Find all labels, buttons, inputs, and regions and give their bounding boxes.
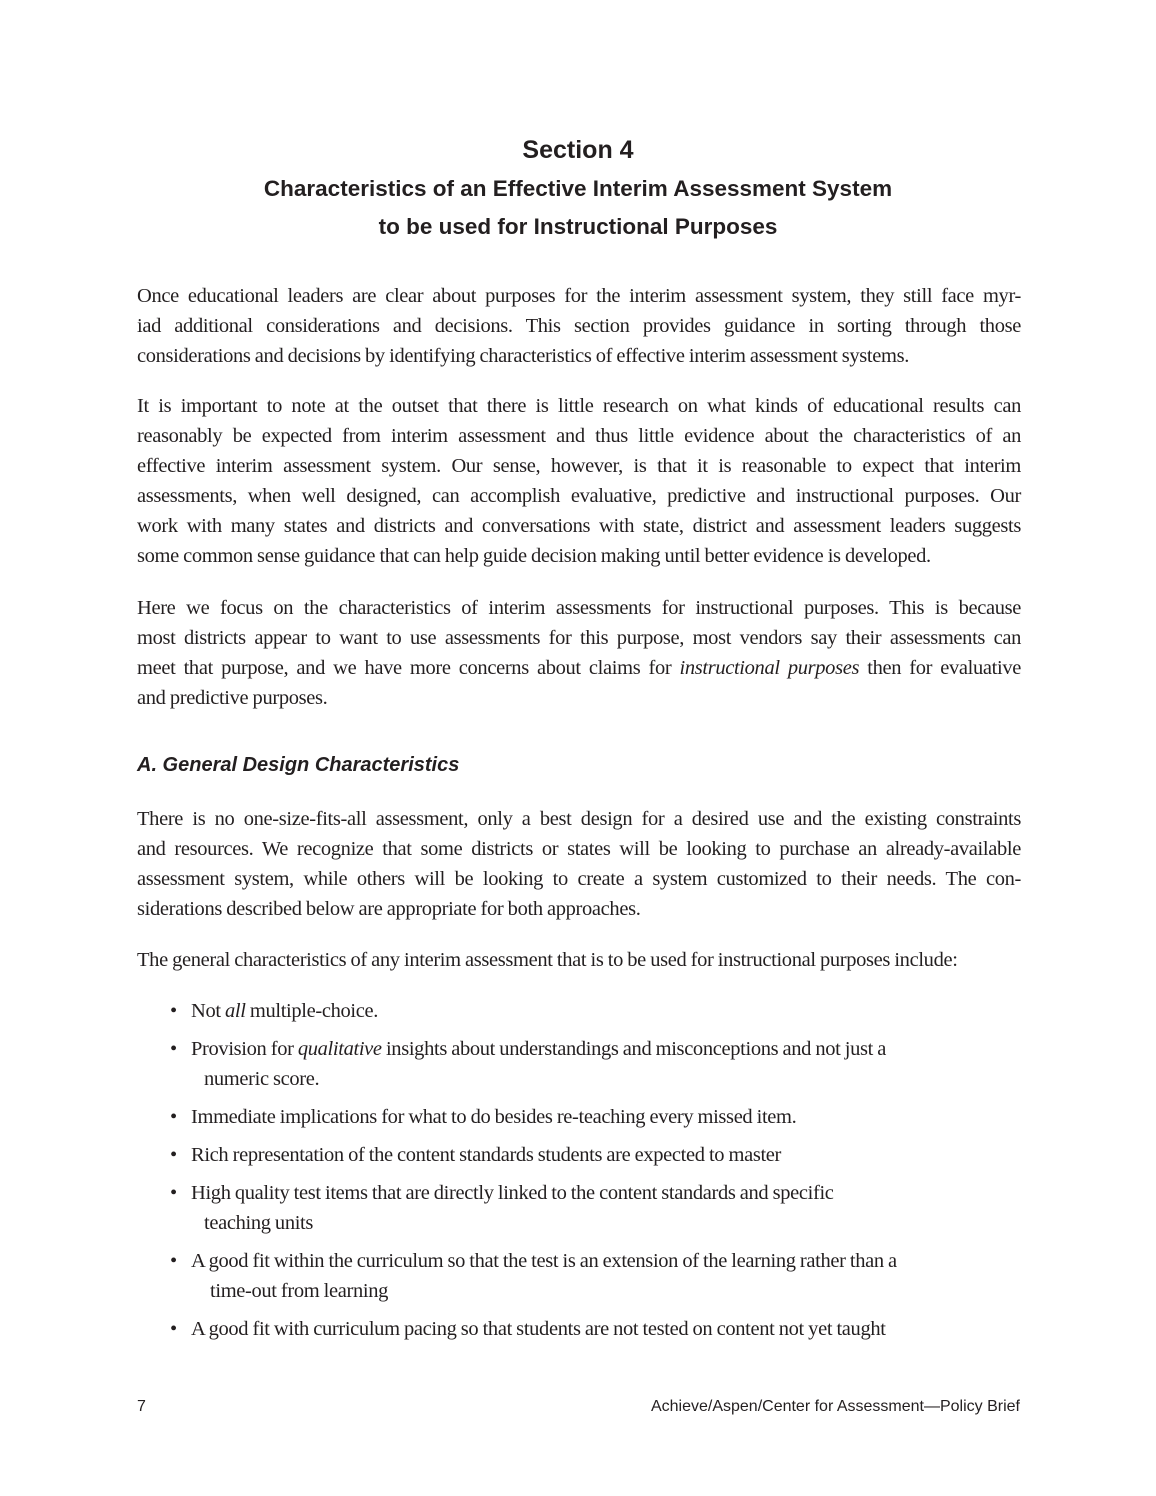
section-number: Section 4 — [522, 136, 634, 164]
text-line: iad additional considerations and decisions. This section provides guidance in sorting through those — [137, 315, 1021, 337]
text-line: The general characteristics of any interim assessment that is to be used for instructional purposes include: — [137, 949, 958, 971]
list-item: • Immediate implications for what to do besides re-teaching every missed item. — [170, 1102, 1030, 1132]
text-line: effective interim assessment system. Our sense, however, is that it is reasonable to expect that interim — [137, 455, 1021, 477]
text-line: considerations and decisions by identifying characteristics of effective interim assessment systems. — [137, 345, 910, 367]
section-title-line-2: to be used for Instructional Purposes — [378, 214, 778, 239]
paragraph-intro — [137, 281, 1021, 371]
running-footer: Achieve/Aspen/Center for Assessment—Policy Brief — [650, 1398, 1020, 1415]
list-item: • Rich representation of the content standards students are expected to master — [170, 1140, 1030, 1170]
list-item: • Provision for qualitative insights about understandings and misconceptions and not just a numeric score. — [170, 1034, 1030, 1094]
subsection-heading: A. General Design Characteristics — [137, 754, 460, 776]
text-line: There is no one-size-fits-all assessment, only a best design for a desired use and the existing constraints — [137, 808, 1021, 830]
text-line: assessment system, while others will be looking to create a system customized to their needs. The con- — [137, 868, 1021, 890]
list-item: • A good fit within the curriculum so that the test is an extension of the learning rather than a time-out from learning — [170, 1246, 1030, 1306]
section-title-line-1: Characteristics of an Effective Interim Assessment System — [263, 176, 893, 201]
text-line: some common sense guidance that can help guide decision making until better evidence is developed. — [137, 545, 931, 567]
text-line: work with many states and districts and conversations with state, district and assessment leaders suggests — [137, 515, 1021, 537]
text-line: It is important to note at the outset that there is little research on what kinds of educational results can — [137, 395, 1021, 417]
list-item-continuation: numeric score. — [204, 1068, 320, 1090]
text-line: Once educational leaders are clear about purposes for the interim assessment system, they still face myr- — [137, 285, 1021, 307]
emphasis-text: instructional purposes — [679, 657, 860, 679]
paragraph-research-note — [137, 391, 1021, 571]
characteristics-list — [170, 996, 1030, 1352]
bullet-icon: • — [170, 1318, 177, 1340]
text-line: and resources. We recognize that some districts or states will be looking to purchase an already-available — [137, 838, 1021, 860]
text-line: meet that purpose, and we have more concerns about claims for instructional purposes then for evaluative — [137, 657, 1021, 679]
paragraph-focus — [137, 593, 1021, 713]
text-line: and predictive purposes. — [137, 687, 328, 709]
text-line: Here we focus on the characteristics of interim assessments for instructional purposes. This is because — [137, 597, 1021, 619]
paragraph-list-intro — [137, 945, 1021, 975]
list-item: • High quality test items that are directly linked to the content standards and specific teaching units — [170, 1178, 1030, 1238]
paragraph-design — [137, 804, 1021, 924]
bullet-icon: • — [170, 1182, 177, 1204]
page-number: 7 — [137, 1398, 146, 1415]
list-item-continuation: time-out from learning — [210, 1280, 389, 1302]
text-line: most districts appear to want to use assessments for this purpose, most vendors say their assessments can — [137, 627, 1021, 649]
emphasis-text: qualitative — [297, 1038, 382, 1060]
text-line: assessments, when well designed, can accomplish evaluative, predictive and instructional purposes. Our — [137, 485, 1021, 507]
text-line: reasonably be expected from interim assessment and thus little evidence about the characteristics of an — [137, 425, 1021, 447]
bullet-icon: • — [170, 1038, 177, 1060]
list-item: • Not all multiple-choice. — [170, 996, 1030, 1026]
bullet-icon: • — [170, 1250, 177, 1272]
bullet-icon: • — [170, 1144, 177, 1166]
emphasis-text: all — [224, 1000, 246, 1022]
list-item: • A good fit with curriculum pacing so that students are not tested on content not yet taught — [170, 1314, 1030, 1344]
list-item-continuation: teaching units — [204, 1212, 314, 1234]
bullet-icon: • — [170, 1000, 177, 1022]
bullet-icon: • — [170, 1106, 177, 1128]
text-line: siderations described below are appropriate for both approaches. — [137, 898, 641, 920]
